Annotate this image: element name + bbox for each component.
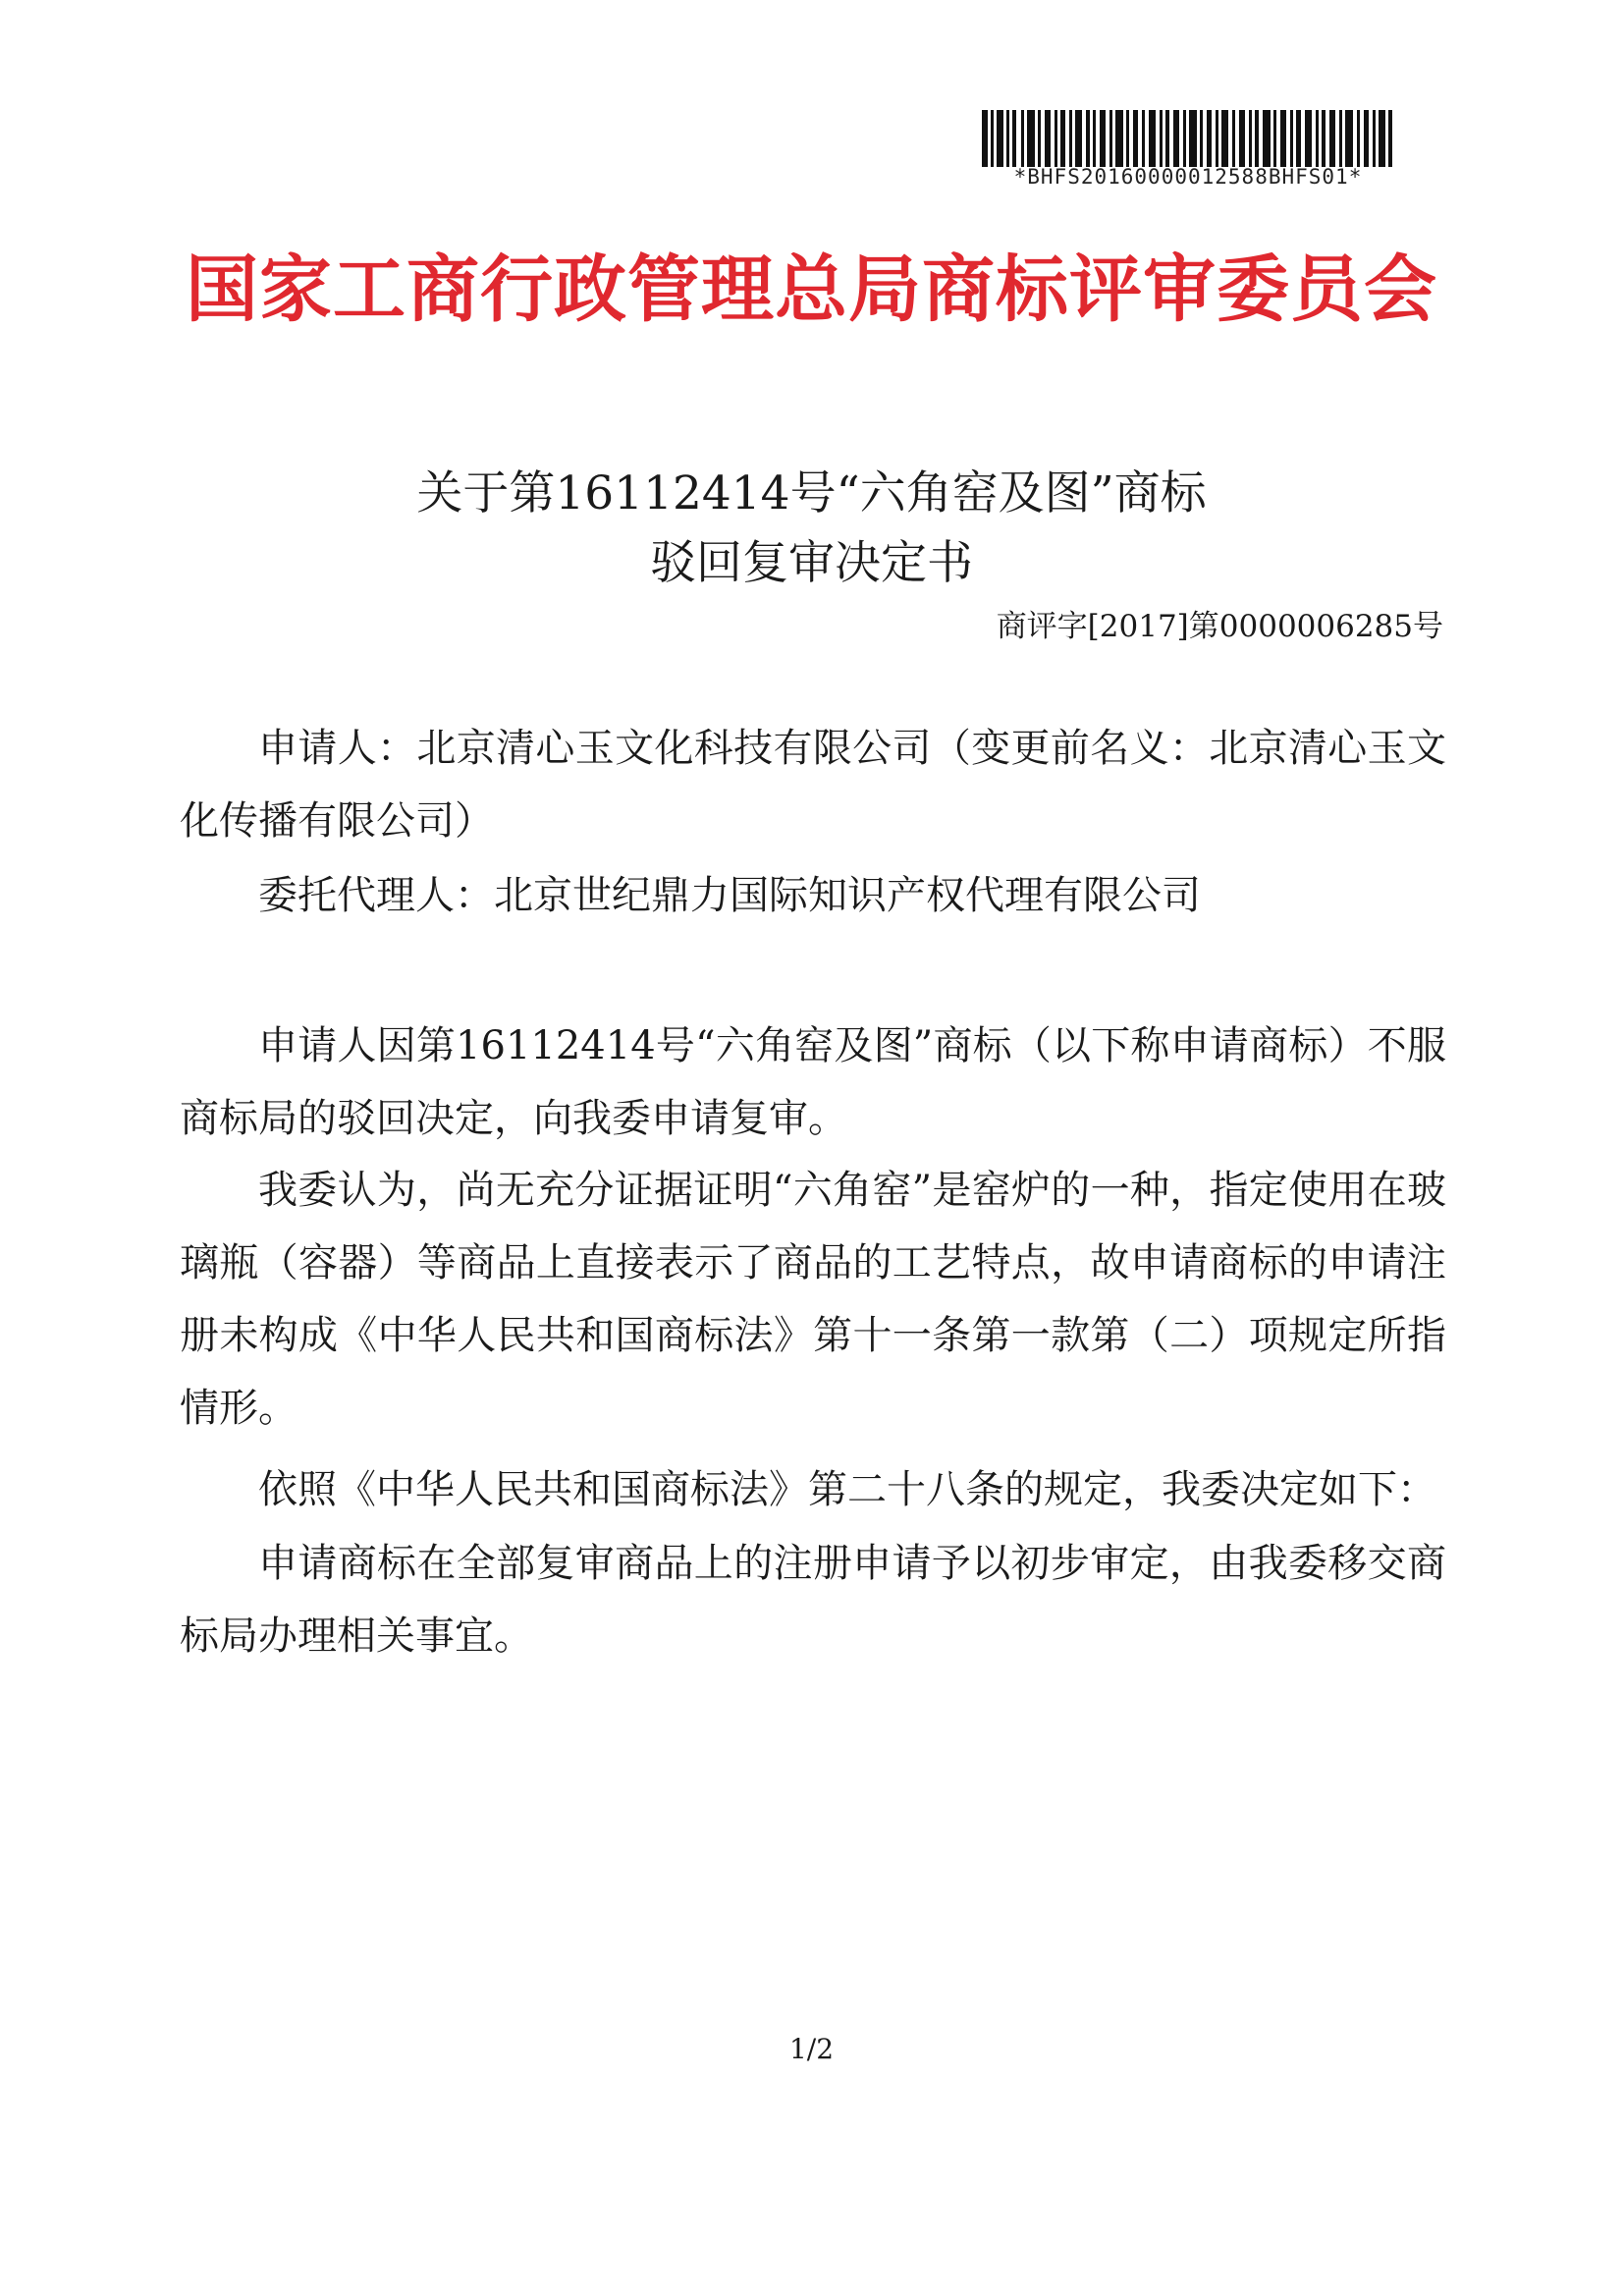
page-number: 1/2	[788, 2033, 835, 2065]
organization-header: 国家工商行政管理总局商标评审委员会	[186, 247, 1437, 332]
opinion-paragraph: 我委认为，尚无充分证据证明“六角窑”是窑炉的一种，指定使用在玻璃瓶（容器）等商品上直接表示了商品的工艺特点，故申请商标的申请注册未构成《中华人民共和国商标法》第十一条第一款第（二）项规定所指情形。	[180, 1168, 1446, 1431]
document-title-line-2: 驳回复审决定书	[650, 536, 973, 590]
legal-basis-paragraph: 依照《中华人民共和国商标法》第二十八条的规定，我委决定如下：	[258, 1467, 1436, 1512]
document-title-line-1: 关于第16112414号“六角窑及图”商标	[416, 466, 1207, 520]
agent-paragraph: 委托代理人：北京世纪鼎力国际知识产权代理有限公司	[258, 873, 1201, 918]
applicant-paragraph: 申请人：北京清心玉文化科技有限公司（变更前名义：北京清心玉文化传播有限公司）	[180, 726, 1446, 844]
reason-paragraph: 申请人因第16112414号“六角窑及图”商标（以下称申请商标）不服商标局的驳回决定，向我委申请复审。	[180, 1023, 1446, 1141]
barcode	[982, 110, 1394, 167]
document-number: 商评字[2017]第0000006285号	[996, 609, 1443, 644]
decision-paragraph: 申请商标在全部复审商品上的注册申请予以初步审定，由我委移交商标局办理相关事宜。	[180, 1541, 1446, 1659]
barcode-code-text: *BHFS20160000012588BHFS01*	[1013, 165, 1363, 189]
